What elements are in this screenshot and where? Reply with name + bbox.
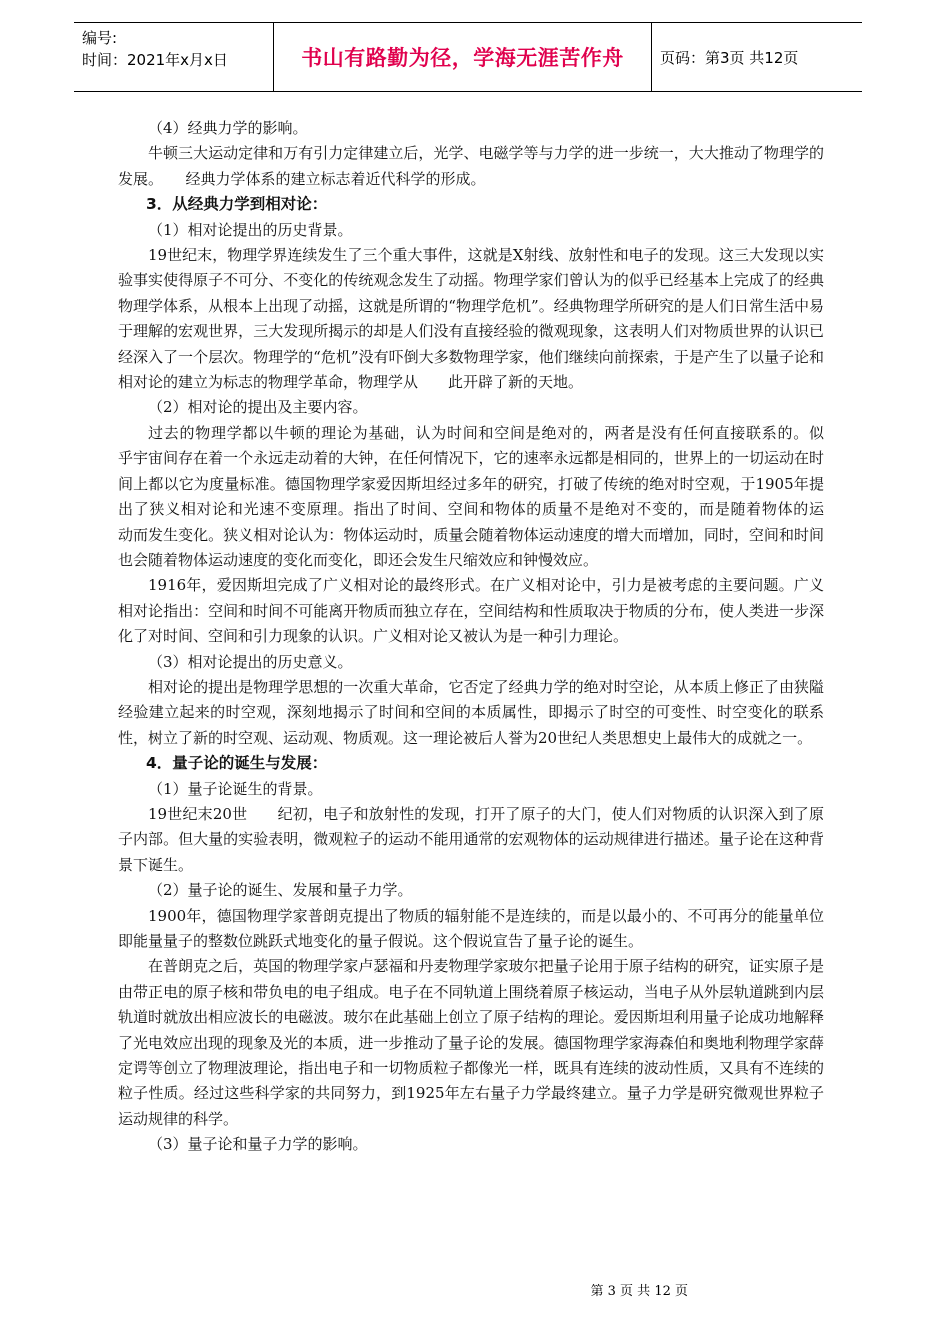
section-heading: 3．从经典力学到相对论： <box>146 195 328 214</box>
section-heading: 4．量子论的诞生与发展： <box>146 754 328 773</box>
body-paragraph: 在普朗克之后，英国的物理学家卢瑟福和丹麦物理学家玻尔把量子论用于原子结构的研究，证实原子是由带正电的原子核和带负电的电子组成。电子在不同轨道上围绕着原子核运动，当电子从外层轨道跳到内层轨道时就放出相应波长的电磁波。玻尔在此基础上创立了原子结构的理论。爱因斯坦利用量子论成功地解释了光电效应出现的现象及光的本质，进一步推动了量子论的发展。德国物理学家海森伯和奥地利物理学家薛定谔等创立了物理波理论，指出电子和一切物质粒子都像光一样，既具有连续的波动性质，又具有不连续的粒子性质。经过这些科学家的共同努力，到1925年左右量子力学最终建立。量子力学是研究微观世界粒子运动规律的科学。 <box>118 957 824 1128</box>
section-subtitle: （3）量子论和量子力学的影响。 <box>148 1135 368 1154</box>
header-page-info: 页码：第3页 共12页 <box>660 48 799 67</box>
body-paragraph: 1900年，德国物理学家普朗克提出了物质的辐射能不是连续的，而是以最小的、不可再分的能量单位即能量量子的整数位跳跃式地变化的量子假说。这个假说宣告了量子论的诞生。 <box>118 906 824 950</box>
section-subtitle: （4）经典力学的影响。 <box>148 119 308 137</box>
section-subtitle: （2）相对论的提出及主要内容。 <box>148 398 368 417</box>
body-paragraph: 19世纪末，物理学界连续发生了三个重大事件，这就是X射线、放射性和电子的发现。这三大发现以实验事实使得原子不可分、不变化的传统观念发生了动摇。物理学家们曾认为的似乎已经基本上完成了的经典物理学体系，从根本上出现了动摇，这就是所谓的“物理学危机”。经典物理学所研究的是人们日常生活中易 于理解的宏观世界，三大发现所揭示的却是人们没有直接经验的微观现象，这表明人们对物质世界的认识已经深入了一个层次。物理学的“危机”没有吓倒大多数物理学家，他们继续向前探索，于是产生了以量子论和相对论的建立为标志的物理学革命，物理学从 此开辟了新的天地。 <box>118 246 855 392</box>
page-footer: 第 3 页 共 12 页 <box>590 1284 688 1299</box>
body-paragraph: 过去的物理学都以牛顿的理论为基础，认为时间和空间是绝对的，两者是没有任何直接联系的。似 乎宇宙间存在着一个永远走动着的大钟，在任何情况下，它的速率永远都是相同的，世界上的一切运动在时间上都以它为度量标准。德国物理学家爱因斯坦经过多年的研究，打破了传统的绝对时空观，于1905年提出了狭义相对论和光速不变原理。指出了时间、空间和物体的质量不是绝对不变的，而是随着物体的运 动而发生变化。狭义相对论认为：物体运动时，质量会随着物体运动速度的增大而增加，同时，空间和时间也会随着物体运动速度的变化而变化，即还会发生尺缩效应和钟慢效应。 <box>118 423 855 569</box>
body-paragraph: 相对论的提出是物理学思想的一次重大革命，它否定了经典力学的绝对时空论，从本质上修正了由狭隘经验建立起来的时空观，深刻地揭示了时间和空间的本质属性，即揭示了时空的可变性、时空变化的联系性，树立了新的时空观、运动观、物质观。这一理论被后人誉为20世纪人类思想史上最伟大的成就之一。 <box>118 677 824 747</box>
section-subtitle: （1）量子论诞生的背景。 <box>148 779 323 798</box>
section-subtitle: （2）量子论的诞生、发展和量子力学。 <box>148 881 413 900</box>
body-paragraph: 1916年，爱因斯坦完成了广义相对论的最终形式。在广义相对论中，引力是被考虑的主要问题。广义相对论指出：空间和时间不可能离开物质而独立存在，空间结构和性质取决于物质的分布，使人类进一步深 化了对时间、空间和引力现象的认识。广义相对论又被认为是一种引力理论。 <box>118 576 855 646</box>
page-header <box>74 22 862 92</box>
time-label: 时间：2021年x月x日 <box>82 51 228 69</box>
document-body <box>118 116 855 1158</box>
body-paragraph: 牛顿三大运动定律和万有引力定律建立后，光学、电磁学等与力学的进一步统一，大大推动了物理学的发展。 经典力学体系的建立标志着近代科学的形成。 <box>118 144 824 188</box>
header-motto: 书山有路勤为径，学海无涯苦作舟 <box>274 23 652 91</box>
section-subtitle: （1）相对论提出的历史背景。 <box>148 220 353 239</box>
body-paragraph: 19世纪末20世 纪初，电子和放射性的发现，打开了原子的大门，使人们对物质的认识深入到了原子内部。但大量的实验表明，微观粒子的运动不能用通常的宏观物体的运动规律进行描述。量子论在这种背景下诞生。 <box>118 804 824 874</box>
header-meta <box>74 23 274 91</box>
code-label: 编号: <box>82 29 118 47</box>
section-subtitle: （3）相对论提出的历史意义。 <box>148 652 353 671</box>
